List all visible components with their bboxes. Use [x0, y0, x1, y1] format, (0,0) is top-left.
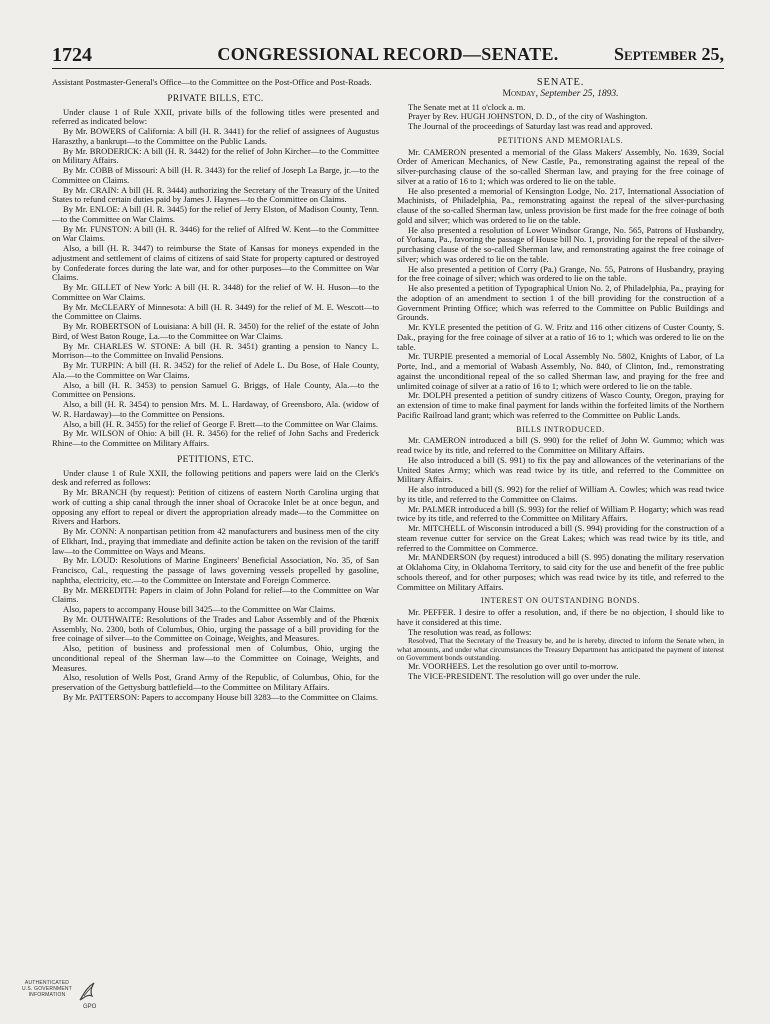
opening-paragraph: Prayer by Rev. HUGH JOHNSTON, D. D., of the city of Washington.: [408, 111, 648, 122]
private-bill-paragraph: By Mr. CHARLES W. STONE: A bill (H. R. 3451) granting a pension to Nancy L. Morrison—to the Committee on Invalid Pensions.: [52, 340, 379, 361]
page-header: [52, 38, 724, 69]
stamp-gpo: GPO: [83, 1004, 97, 1010]
private-bill-paragraph: By Mr. McCLEARY of Minnesota: A bill (H. R. 3449) for the relief of M. E. Wescott—to the Committee on Claims.: [52, 301, 379, 322]
opening-paragraph: The Senate met at 11 o'clock a. m.: [408, 101, 526, 112]
petition-paragraph: Also, petition of business and professional men of Columbus, Ohio, urging the unconditional repeal of the Sherman law—to the Committee on Coinage, Weights, and Measures.: [52, 643, 379, 673]
memorial-paragraph: Mr. TURPIE presented a memorial of Local Assembly No. 5802, Knights of Labor, of La Porte, Ind., and a memorial of Wabash Assembly, No. 840, of Clinton, Ind., remonstrating against the unconditional repeal of the so called Sherman law, and praying for the free and unlimited coinage of silver at a ratio of 16 to 1; which were ordered to lie on the table.: [397, 351, 724, 391]
heading-petitions-memorials: PETITIONS AND MEMORIALS.: [497, 135, 624, 145]
bill-introduced-paragraph: Mr. MITCHELL of Wisconsin introduced a bill (S. 994) providing for the construction of a steam revenue cutter for service on the Great Lakes; which was read twice by its title, and referred to the Committee on Commerce.: [397, 523, 724, 553]
private-bill-paragraph: By Mr. GILLET of New York: A bill (H. R. 3448) for the relief of W. H. Huson—to the Committee on War Claims.: [52, 282, 379, 302]
bill-introduced-paragraph: Mr. PALMER introduced a bill (S. 993) for the relief of William P. Hogarty; which was read twice by its title, and referred to the Committee on Military Affairs.: [397, 503, 724, 524]
session-date: [397, 90, 724, 100]
memorial-paragraph: Mr. KYLE presented the petition of G. W. Fritz and 116 other citizens of Custer County, S. Dak., praying for the free coinage of silver at a ratio of 16 to 1; which was ordered to lie on the table.: [397, 322, 724, 352]
memorial-paragraph: Mr. DOLPH presented a petition of sundry citizens of Wasco County, Oregon, praying for an extension of time to make final payment for lands within the forfeited limits of the Northern Pacific Railroad land grant; which was referred to the Committee on Public Lands.: [397, 390, 724, 420]
petition-paragraph: Also, resolution of Wells Post, Grand Army of the Republic, of Columbus, Ohio, for the preservation of the Gettysburg battlefield—to the Committee on Military Affairs.: [52, 672, 379, 692]
closing-paragraph: The VICE-PRESIDENT. The resolution will go over under the rule.: [408, 671, 641, 682]
closing-paragraph: Mr. VOORHEES. Let the resolution go over until to-morrow.: [408, 661, 619, 672]
heading-senate: SENATE.: [536, 77, 585, 88]
intro-paragraph: Assistant Postmaster-General's Office—to the Committee on the Post-Office and Post-Roads.: [52, 77, 372, 87]
page-number: 1724: [52, 44, 92, 66]
page-title: CONGRESSIONAL RECORD—SENATE.: [217, 44, 559, 64]
heading-petitions-etc: PETITIONS, ETC.: [177, 454, 254, 465]
petition-paragraph: By Mr. MEREDITH: Papers in claim of John Poland for relief—to the Committee on War Claims.: [52, 584, 379, 605]
private-bill-paragraph: By Mr. BOWERS of California: A bill (H. R. 3441) for the relief of assignees of Augustus Haraszthy, a bankrupt—to the Committee on the Public Lands.: [52, 126, 379, 146]
heading-interest-bonds: INTEREST ON OUTSTANDING BONDS.: [481, 596, 640, 606]
petition-paragraph: Under clause 1 of Rule XXII, the following petitions and papers were laid on the Clerk's desk and referred as follows:: [52, 467, 379, 488]
private-bill-paragraph: By Mr. ENLOE: A bill (H. R. 3445) for the relief of Jerry Elston, of Madison County, Tenn.—to the Committee on War Claims.: [52, 204, 379, 224]
petition-paragraph: By Mr. LOUD: Resolutions of Marine Engineers' Beneficial Association, No. 35, of San Francisco, Cal., requesting the passage of laws governing vessels propelled by gasoline, naphtha, electricity, etc.—to the Committee on Interstate and Foreign Commerce.: [52, 555, 379, 585]
stamp-line-3: INFORMATION: [28, 992, 66, 998]
memorial-paragraph: He also presented a petition of Corry (Pa.) Grange, No. 55, Patrons of Husbandry, praying for the free coinage of silver; which was ordered to lie on the table.: [397, 263, 724, 284]
bill-introduced-paragraph: Mr. MANDERSON (by request) introduced a bill (S. 995) donating the military reservation at Oklahoma City, in Oklahoma Territory, to said city for the use and benefit of the free public schools thereof, and for other purposes; which was read twice by its title, and referred to the Committee on Military Affairs.: [397, 552, 724, 592]
eagle-icon: [76, 980, 98, 1004]
stamp-line-1: AUTHENTICATED: [24, 980, 70, 986]
private-bill-paragraph: By Mr. COBB of Missouri: A bill (H. R. 3443) for the relief of Joseph La Barge, jr.—to the Committee on Claims.: [52, 165, 379, 185]
resolution-text: Resolved, That the Secretary of the Treasury be, and he is hereby, directed to inform the Senate when, in what amounts, and under what circumstances the Treasury Department has anticipated the payment of interest on Government bonds outstanding.: [397, 636, 724, 663]
bill-introduced-paragraph: He also introduced a bill (S. 991) to fix the pay and allowances of the veterinarians of the United States Army; which was read twice by its title, and referred to the Committee on Military Affairs.: [397, 454, 724, 485]
memorial-paragraph: Mr. CAMERON presented a memorial of the Glass Makers' Assembly, No. 1639, Social Order of American Mechanics, of New Castle, Pa., remonstrating against the repeal of the silver-purchasing clause of the so-called Sherman law, and praying for the free coinage of silver at a ratio of 16 to 1; which was ordered to lie on the table.: [397, 146, 724, 186]
header-date: September 25,: [614, 44, 724, 64]
bill-introduced-paragraph: Mr. CAMERON introduced a bill (S. 990) for the relief of John W. Gummo; which was read twice by its title, and referred to the Committee on Military Affairs.: [397, 435, 724, 455]
memorial-paragraph: He also presented a resolution of Lower Windsor Grange, No. 565, Patrons of Husbandry, of Yorkana, Pa., favoring the passage of House bill No. 1, providing for the repeal of the silver-purchasing clause of the so-called Sherman law, and remonstrating against the free coinage of silver; which was ordered to lie on the table.: [397, 224, 724, 264]
private-bill-paragraph: By Mr. TURPIN: A bill (H. R. 3452) for the relief of Adele L. Du Bose, of Hale County, Ala.—to the Committee on War Claims.: [52, 360, 379, 380]
memorial-paragraph: He also presented a petition of Typographical Union No. 2, of Philadelphia, Pa., praying for the adoption of an amendment to section 1 of the bill providing for the construction of a Government Printing Office; which was referred to the Committee on Public Buildings and Grounds.: [397, 283, 724, 323]
petition-paragraph: Also, papers to accompany House bill 3425—to the Committee on War Claims.: [63, 604, 336, 614]
record-page: [52, 38, 724, 1008]
private-bill-paragraph: By Mr. WILSON of Ohio: A bill (H. R. 3456) for the relief of John Sachs and Frederick Rhine—to the Committee on Military Affairs.: [52, 428, 379, 448]
private-bill-paragraph: Also, a bill (H. R. 3454) to pension Mrs. M. L. Hardaway, of Greensboro, Ala. (widow of W. R. Hardaway)—to the Committee on Pensions.: [52, 399, 379, 419]
heading-bills-introduced: BILLS INTRODUCED.: [516, 424, 605, 434]
session-date-text: September 25, 1893.: [540, 88, 619, 99]
private-bill-paragraph: By Mr. BRODERICK: A bill (H. R. 3442) for the relief of John Kircher—to the Committee on Military Affairs.: [52, 145, 379, 166]
opening-paragraph: The Journal of the proceedings of Saturday last was read and approved.: [408, 121, 653, 131]
petition-paragraph: By Mr. PATTERSON: Papers to accompany House bill 3283—to the Committee on Claims.: [63, 691, 378, 702]
private-bill-paragraph: By Mr. CRAIN: A bill (H. R. 3444) authorizing the Secretary of the Treasury of the United States to refund certain duties paid by James J. Haynes—to the Committee on Claims.: [52, 184, 379, 205]
petition-paragraph: By Mr. OUTHWAITE: Resolutions of the Trades and Labor Assembly and of the Phœnix Assembly, No. 2300, both of Columbus, Ohio, urging the passage of a bill providing for the free coinage of silver—to the Committee on Coinage, Weights, and Measures.: [52, 613, 379, 644]
private-bill-paragraph: Under clause 1 of Rule XXII, private bills of the following titles were presented and referred as indicated below:: [52, 106, 379, 127]
stamp-line-2: U.S. GOVERNMENT: [22, 986, 72, 992]
memorial-paragraph: He also presented a memorial of Kensington Lodge, No. 217, International Association of Machinists, of Philadelphia, Pa., remonstrating against the repeal of the silver-purchasing clause of the so-called Sherman law, unless provision be first made for the free coinage of both gold and silver; which was ordered to lie on the table.: [397, 185, 724, 225]
interest-paragraph: Mr. PEFFER. I desire to offer a resolution, and, if there be no objection, I should like to have it considered at this time.: [397, 607, 724, 627]
bill-introduced-paragraph: He also introduced a bill (S. 992) for the relief of William A. Cowles; which was read twice by its title, and referred to the Committee on Claims.: [397, 484, 724, 504]
interest-paragraph: The resolution was read, as follows:: [408, 626, 532, 637]
private-bill-paragraph: Also, a bill (H. R. 3453) to pension Samuel G. Briggs, of Hale County, Ala.—to the Committee on Pensions.: [52, 379, 379, 400]
private-bill-paragraph: By Mr. FUNSTON: A bill (H. R. 3446) for the relief of Alfred W. Kent—to the Committee on War Claims.: [52, 223, 379, 244]
petition-paragraph: By Mr. BRANCH (by request): Petition of citizens of eastern North Carolina urging that work of cutting a ship canal through the inner shoal of Ocracoke Inlet be at once begun, and opposing any effort to repeal or divert the appropriation already made—to the Committee on Rivers and Harbors.: [52, 487, 379, 527]
right-column: [397, 78, 724, 682]
session-day: Monday,: [502, 88, 538, 99]
private-bill-paragraph: By Mr. ROBERTSON of Louisiana: A bill (H. R. 3450) for the relief of the estate of John Bird, of West Baton Rouge, La.—to the Committee on War Claims.: [52, 321, 379, 341]
private-bill-paragraph: Also, a bill (H. R. 3447) to reimburse the State of Kansas for moneys expended in the adjustment and settlement of claims of citizens of said State for property captured or destroyed by Confederate forces during the late war, and for other purposes—to the Committee on War Claims.: [52, 243, 379, 283]
gpo-authentication-stamp: [18, 978, 98, 1014]
private-bill-paragraph: Also, a bill (H. R. 3455) for the relief of George F. Brett—to the Committee on War Claims.: [63, 418, 378, 429]
stamp-text: [18, 980, 76, 998]
petition-paragraph: By Mr. CONN: A nonpartisan petition from 42 manufacturers and business men of the city of Elkhart, Ind., praying that immediate and definite action be taken on the revision of the tariff law—to the Committee on Ways and Means.: [52, 526, 379, 556]
heading-private-bills: PRIVATE BILLS, ETC.: [167, 93, 264, 104]
left-column: [52, 78, 379, 703]
